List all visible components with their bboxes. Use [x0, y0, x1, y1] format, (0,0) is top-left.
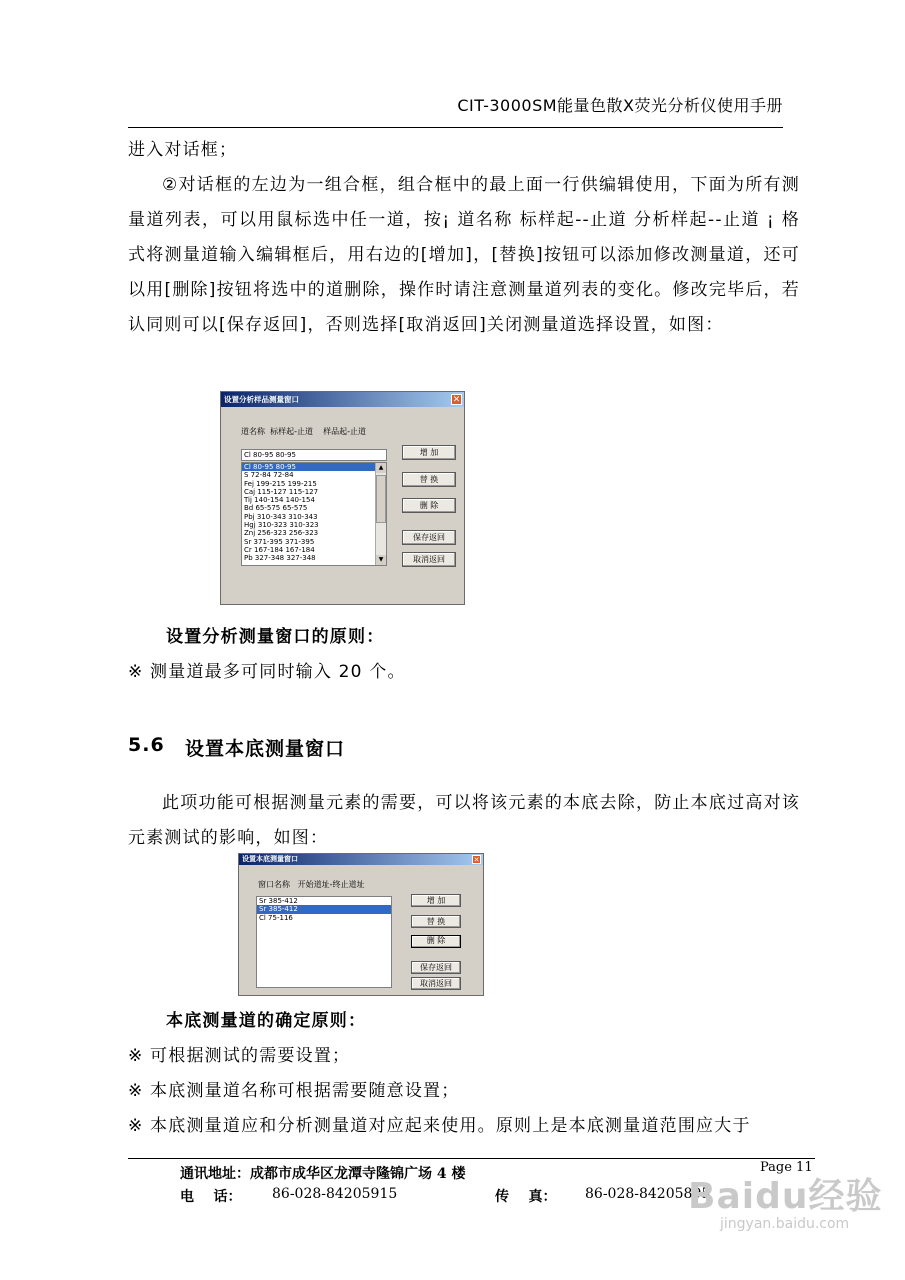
scroll-up-icon[interactable]: ▲ [376, 463, 386, 473]
principle-item: ※ 可根据测试的需要设置； [128, 1046, 351, 1066]
channel-listbox[interactable] [241, 462, 387, 566]
background-window-dialog [238, 853, 484, 996]
add-button[interactable]: 增 加 [402, 445, 456, 460]
watermark-logo: Baidu经验 [688, 1176, 883, 1217]
principle-heading: 设置分析测量窗口的原则： [166, 627, 385, 647]
principle-item: ※ 测量道最多可同时输入 20 个。 [128, 662, 406, 682]
list-item[interactable]: Cr 167-184 167-184 [244, 545, 315, 554]
column-header-labels: 窗口名称 开始道址-终止道址 [258, 880, 365, 889]
list-item[interactable]: Hgj 310-323 310-323 [244, 521, 319, 530]
list-item[interactable]: Cl 75-116 [259, 913, 293, 922]
intro-line: 进入对话框； [128, 140, 238, 160]
add-button[interactable]: 增 加 [411, 894, 461, 907]
fax-label: 传 真： [495, 1189, 557, 1205]
list-item[interactable]: Bd 65-575 65-575 [244, 504, 308, 513]
phone-label: 电 话： [180, 1189, 242, 1205]
section-body: 此项功能可根据测量元素的需要，可以将该元素的本底去除，防止本底过高对该元素测试的影响，如图： [128, 793, 800, 848]
list-item[interactable]: Tij 140-154 140-154 [244, 496, 315, 505]
list-item[interactable]: S 72-84 72-84 [244, 471, 294, 480]
cancel-return-button[interactable]: 取消返回 [402, 552, 456, 567]
list-item[interactable]: Sr 385-412 [259, 897, 298, 905]
footer-address: 通讯地址：成都市成华区龙潭寺隆锦广场 4 楼 [180, 1166, 466, 1182]
list-item[interactable]: Fej 199-215 199-215 [244, 479, 317, 488]
list-item[interactable]: Caj 115-127 115-127 [244, 487, 319, 496]
phone-number: 86-028-84205915 [272, 1186, 398, 1202]
save-return-button[interactable]: 保存返回 [411, 961, 461, 974]
background-principle-heading: 本底测量道的确定原则： [166, 1011, 367, 1031]
header-rule [128, 127, 783, 128]
list-item[interactable]: Cl 80-95 80-95 [242, 463, 386, 471]
list-item[interactable]: Pbj 310-343 310-343 [244, 512, 318, 521]
close-icon[interactable]: ✕ [452, 395, 461, 405]
delete-button[interactable]: 删 除 [411, 935, 461, 948]
principle-item: ※ 本底测量道名称可根据需要随意设置； [128, 1081, 460, 1101]
list-item[interactable]: Sr 385-412 [257, 905, 391, 913]
list-item[interactable]: Pb 327-348 327-348 [244, 554, 316, 563]
section-title: 设置本底测量窗口 [185, 738, 346, 760]
channel-edit-input[interactable]: Cl 80-95 80-95 [241, 449, 387, 461]
intro-paragraph: ②对话框的左边为一组合框，组合框中的最上面一行供编辑使用，下面为所有测量道列表，可以用鼠标选中任一道，按¡ 道名称 标样起--止道 分析样起--止道 ¡ 格式将测量道输入编辑框后，用右边的[增加]，[替换]按钮可以添加修改测量道，还可以用[删除]按钮将选中的道删除，操作时请注意测量道列表的变化。修改完毕后，若认同则可以[保存返回]，否则选择[取消返回]关闭测量道选择设置，如图： [128, 175, 800, 335]
replace-button[interactable]: 替 换 [402, 472, 456, 487]
analysis-window-dialog [220, 391, 465, 605]
header-title: CIT-3000SM能量色散X荧光分析仪使用手册 [457, 96, 783, 115]
list-scrollbar[interactable] [375, 463, 386, 565]
scroll-thumb[interactable] [376, 475, 386, 523]
section-number: 5.6 [128, 734, 165, 756]
delete-button[interactable]: 删 除 [402, 498, 456, 513]
scroll-down-icon[interactable]: ▼ [376, 555, 386, 565]
dialog-titlebar: 设置分析样品测量窗口 [221, 392, 464, 407]
list-item[interactable]: Sr 371-395 371-395 [244, 537, 315, 546]
footer-rule [128, 1158, 815, 1159]
replace-button[interactable]: 替 换 [411, 915, 461, 928]
watermark-url: jingyan.baidu.com [720, 1216, 850, 1232]
page-number: Page 11 [760, 1160, 813, 1175]
dialog-titlebar: 设置本底测量窗口 [239, 854, 483, 865]
close-icon[interactable]: ✕ [473, 856, 480, 864]
list-item[interactable]: Znj 256-323 256-323 [244, 529, 319, 538]
cancel-return-button[interactable]: 取消返回 [411, 977, 461, 990]
principle-item: ※ 本底测量道应和分析测量道对应起来使用。原则上是本底测量道范围应大于 [128, 1116, 751, 1136]
save-return-button[interactable]: 保存返回 [402, 530, 456, 545]
fax-number: 86-028-84205895 [585, 1186, 711, 1202]
background-channel-listbox[interactable] [256, 896, 392, 988]
column-header-labels: 道名称 标样起-止道 样品起-止道 [241, 427, 367, 436]
